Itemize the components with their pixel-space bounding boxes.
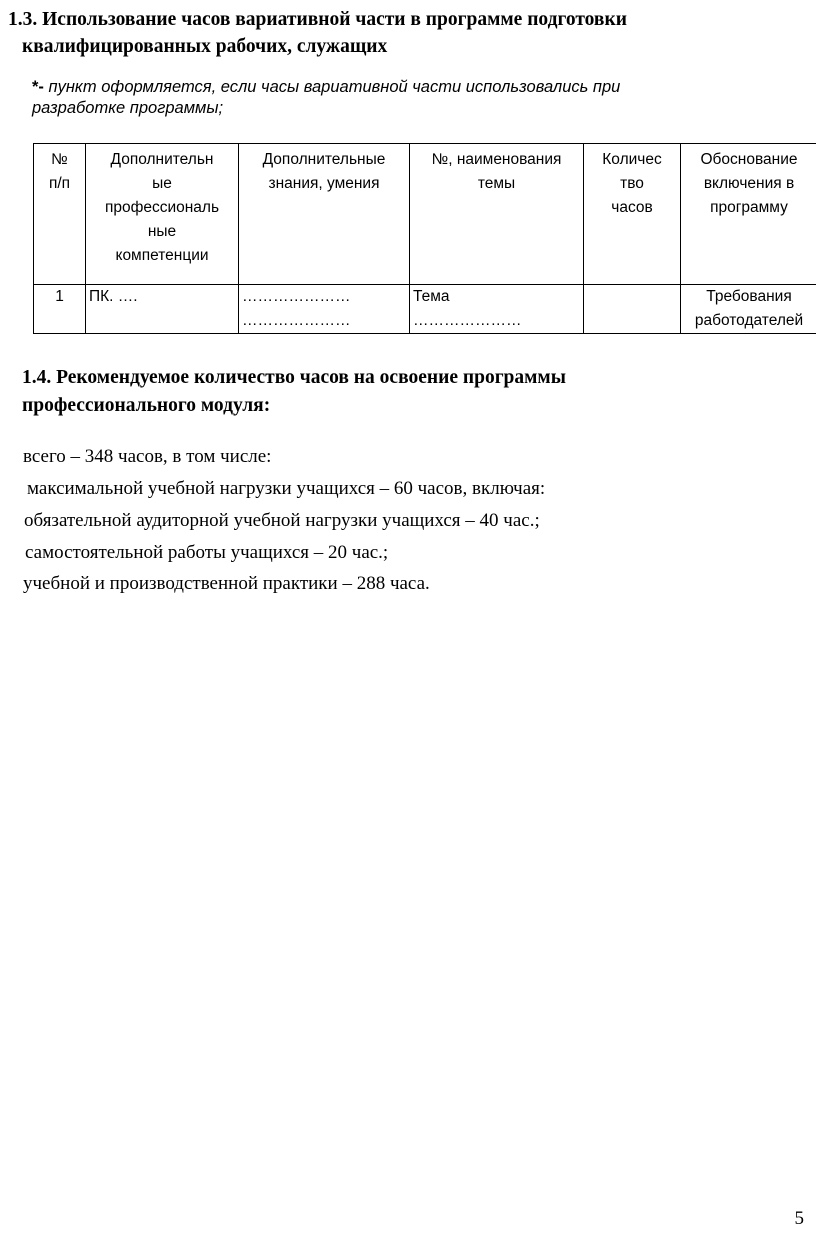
footnote-line1: пункт оформляется, если часы вариативной части использовались при — [43, 78, 621, 96]
section-1-4-title-line1: 1.4. Рекомендуемое количество часов на освоение программы — [22, 367, 566, 388]
page-number: 5 — [794, 1208, 804, 1229]
cell-knowledge: ………………… ………………… — [239, 285, 410, 334]
header-knowledge: Дополнительные знания, умения — [239, 144, 410, 285]
header-justification: Обоснование включения в программу — [681, 144, 816, 285]
cell-competence: ПК. …. — [86, 285, 239, 334]
section-1-3-title-line1: 1.3. Использование часов вариативной части в программе подготовки — [8, 9, 627, 30]
section-1-3-title-line2: квалифицированных рабочих, служащих — [22, 36, 388, 57]
footnote-star: *- — [32, 78, 44, 96]
section-1-3-heading — [8, 6, 627, 60]
section-1-4-heading — [22, 364, 566, 420]
section-1-4-title-line2: профессионального модуля: — [22, 395, 271, 416]
header-topic: №, наименования темы — [410, 144, 584, 285]
classroom-load-line: обязательной аудиторной учебной нагрузки учащихся – 40 час.; — [24, 510, 540, 531]
table-row — [34, 285, 816, 334]
variable-hours-table — [33, 143, 816, 334]
table-header-row — [34, 144, 816, 285]
practice-line: учебной и производственной практики – 288 часа. — [23, 573, 430, 594]
header-competences: Дополнительн ые профессиональ ные компетенции — [86, 144, 239, 285]
cell-topic: Тема ………………… — [410, 285, 584, 334]
header-number: № п/п — [34, 144, 86, 285]
independent-work-line: самостоятельной работы учащихся – 20 час.; — [25, 542, 389, 563]
cell-justification: Требования работодателей — [681, 285, 816, 334]
footnote-line2: разработке программы; — [32, 99, 224, 117]
total-hours-line: всего – 348 часов, в том числе: — [23, 446, 272, 467]
cell-number: 1 — [34, 285, 86, 334]
header-hours: Количес тво часов — [584, 144, 681, 285]
max-load-line: максимальной учебной нагрузки учащихся – 60 часов, включая: — [27, 478, 546, 499]
cell-hours — [584, 285, 681, 334]
footnote — [32, 77, 620, 119]
